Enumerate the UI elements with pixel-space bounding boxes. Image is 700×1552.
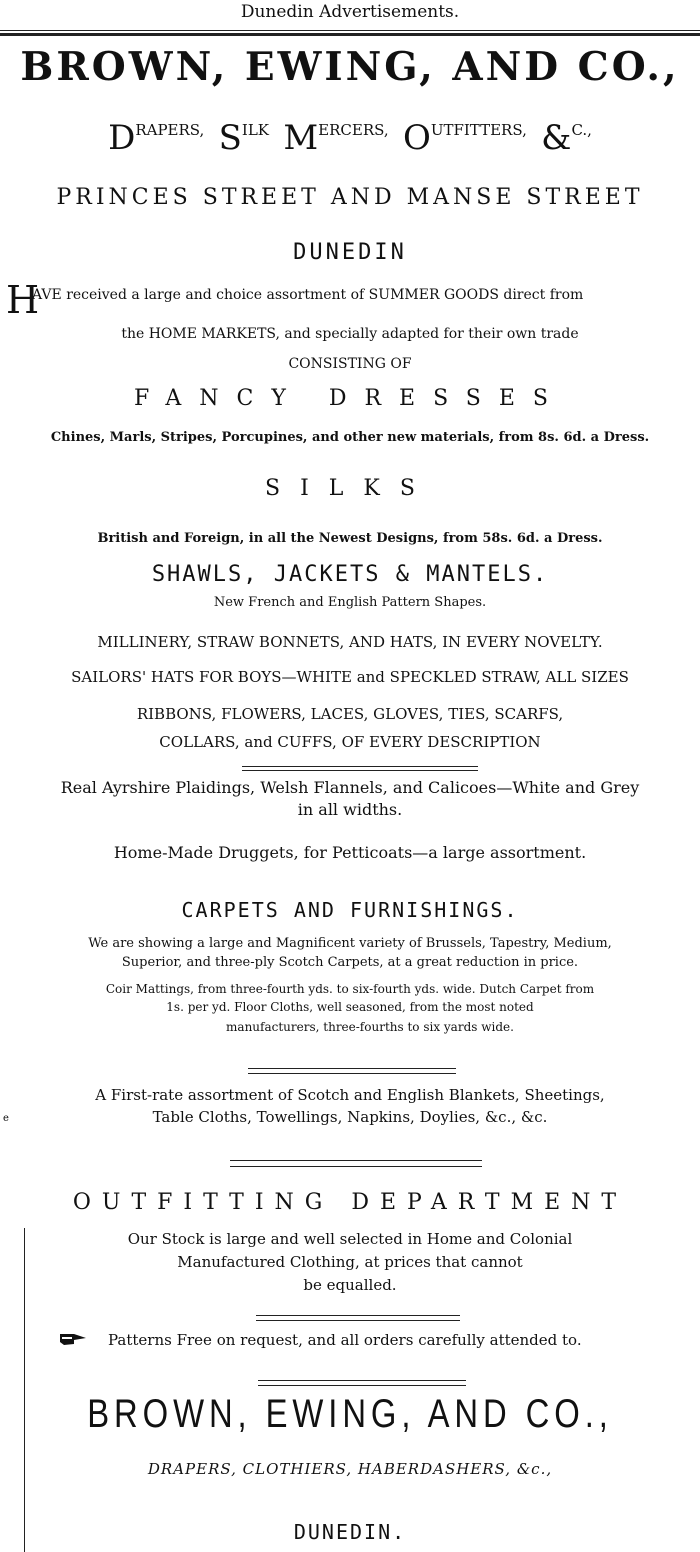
millinery-line-1: MILLINERY, STRAW BONNETS, AND HATS, IN EVERY NOVELTY. [97, 633, 603, 651]
trade-outfitters: OUTFITTERS, [402, 118, 527, 158]
fancy-dresses-desc: Chines, Marls, Stripes, Porcupines, and other new materials, from 8s. 6d. a Dress. [50, 430, 650, 445]
city-heading: DUNEDIN [293, 240, 407, 265]
millinery-line-4: COLLARS, and CUFFS, OF EVERY DESCRIPTION [159, 733, 541, 751]
trade-drapers: DRAPERS, [108, 118, 205, 158]
silks-heading: SILKS [265, 476, 435, 501]
column-rule [24, 1228, 25, 1552]
footer-firm: BROWN, EWING, AND CO., [87, 1392, 613, 1436]
divider-1a [242, 766, 478, 767]
head-rule-thin [0, 30, 700, 31]
divider-3a [230, 1160, 482, 1161]
outfitting-line-2: Manufactured Clothing, at prices that cannot [177, 1253, 523, 1271]
footer-trades: DRAPERS, CLOTHIERS, HABERDASHERS, &c., [147, 1460, 553, 1478]
intro-line-2: the HOME MARKETS, and specially adapted for their own trade [121, 326, 579, 342]
divider-3b [230, 1166, 482, 1167]
trade-etc: &C., [541, 118, 592, 158]
fancy-dresses-heading: FANCY DRESSES [134, 386, 566, 411]
outfitting-heading: OUTFITTING DEPARTMENT [72, 1190, 628, 1215]
patterns-line: Patterns Free on request, and all orders carefully attended to. [108, 1331, 582, 1349]
margin-mark: e [3, 1113, 9, 1124]
millinery-line-3: RIBBONS, FLOWERS, LACES, GLOVES, TIES, SCARFS, [136, 705, 564, 723]
shawls-desc: New French and English Pattern Shapes. [213, 595, 487, 610]
head-rule-thick [0, 33, 700, 36]
address: PRINCES STREET AND MANSE STREET [56, 185, 644, 210]
divider-2a [248, 1068, 456, 1069]
outfitting-line-3: be equalled. [303, 1276, 397, 1294]
outfitting-line-1: Our Stock is large and well selected in Home and Colonial [127, 1230, 573, 1248]
footer-city: DUNEDIN. [293, 1520, 407, 1544]
silks-desc: British and Foreign, in all the Newest Designs, from 58s. 6d. a Dress. [97, 531, 603, 546]
divider-4b [256, 1320, 460, 1321]
intro-initial: H [6, 278, 40, 322]
divider-5a [258, 1380, 466, 1381]
carpets-line-1: We are showing a large and Magnificent variety of Brussels, Tapestry, Medium, [88, 936, 612, 951]
trade-mercers: MERCERS, [283, 118, 389, 158]
carpets-heading: CARPETS AND FURNISHINGS. [181, 898, 519, 922]
millinery-line-2: SAILORS' HATS FOR BOYS—WHITE and SPECKLED STRAW, ALL SIZES [71, 668, 629, 686]
carpets-line-5: manufacturers, three-fourths to six yards wide. [226, 1020, 514, 1034]
ayrshire-line-1: Real Ayrshire Plaidings, Welsh Flannels, and Calicoes—White and Grey [60, 778, 640, 797]
blankets-line-1: A First-rate assortment of Scotch and English Blankets, Sheetings, [95, 1086, 605, 1104]
intro-line-1: AVE received a large and choice assortment of SUMMER GOODS direct from [32, 287, 584, 303]
carpets-line-2: Superior, and three-ply Scotch Carpets, at a great reduction in price. [121, 955, 579, 970]
divider-2b [248, 1073, 456, 1074]
blankets-line-2: Table Cloths, Towellings, Napkins, Doylies, &c., &c. [152, 1108, 548, 1126]
ayrshire-line-2: in all widths. [297, 800, 403, 819]
consisting-of: CONSISTING OF [288, 356, 412, 372]
trade-silk: SILK [218, 118, 270, 158]
firm-title: BROWN, EWING, AND CO., [20, 44, 680, 90]
druggets-line: Home-Made Druggets, for Petticoats—a large assortment. [113, 843, 587, 862]
trades-line [0, 118, 700, 158]
pointing-hand-icon [58, 1330, 88, 1348]
divider-5b [258, 1385, 466, 1386]
running-head: Dunedin Advertisements. [240, 2, 460, 22]
carpets-line-3: Coir Mattings, from three-fourth yds. to six-fourth yds. wide. Dutch Carpet from [105, 982, 595, 996]
shawls-heading: SHAWLS, JACKETS & MANTELS. [151, 562, 549, 587]
divider-4a [256, 1315, 460, 1316]
divider-1b [242, 770, 478, 771]
carpets-line-4: 1s. per yd. Floor Cloths, well seasoned, from the most noted [166, 1000, 534, 1014]
